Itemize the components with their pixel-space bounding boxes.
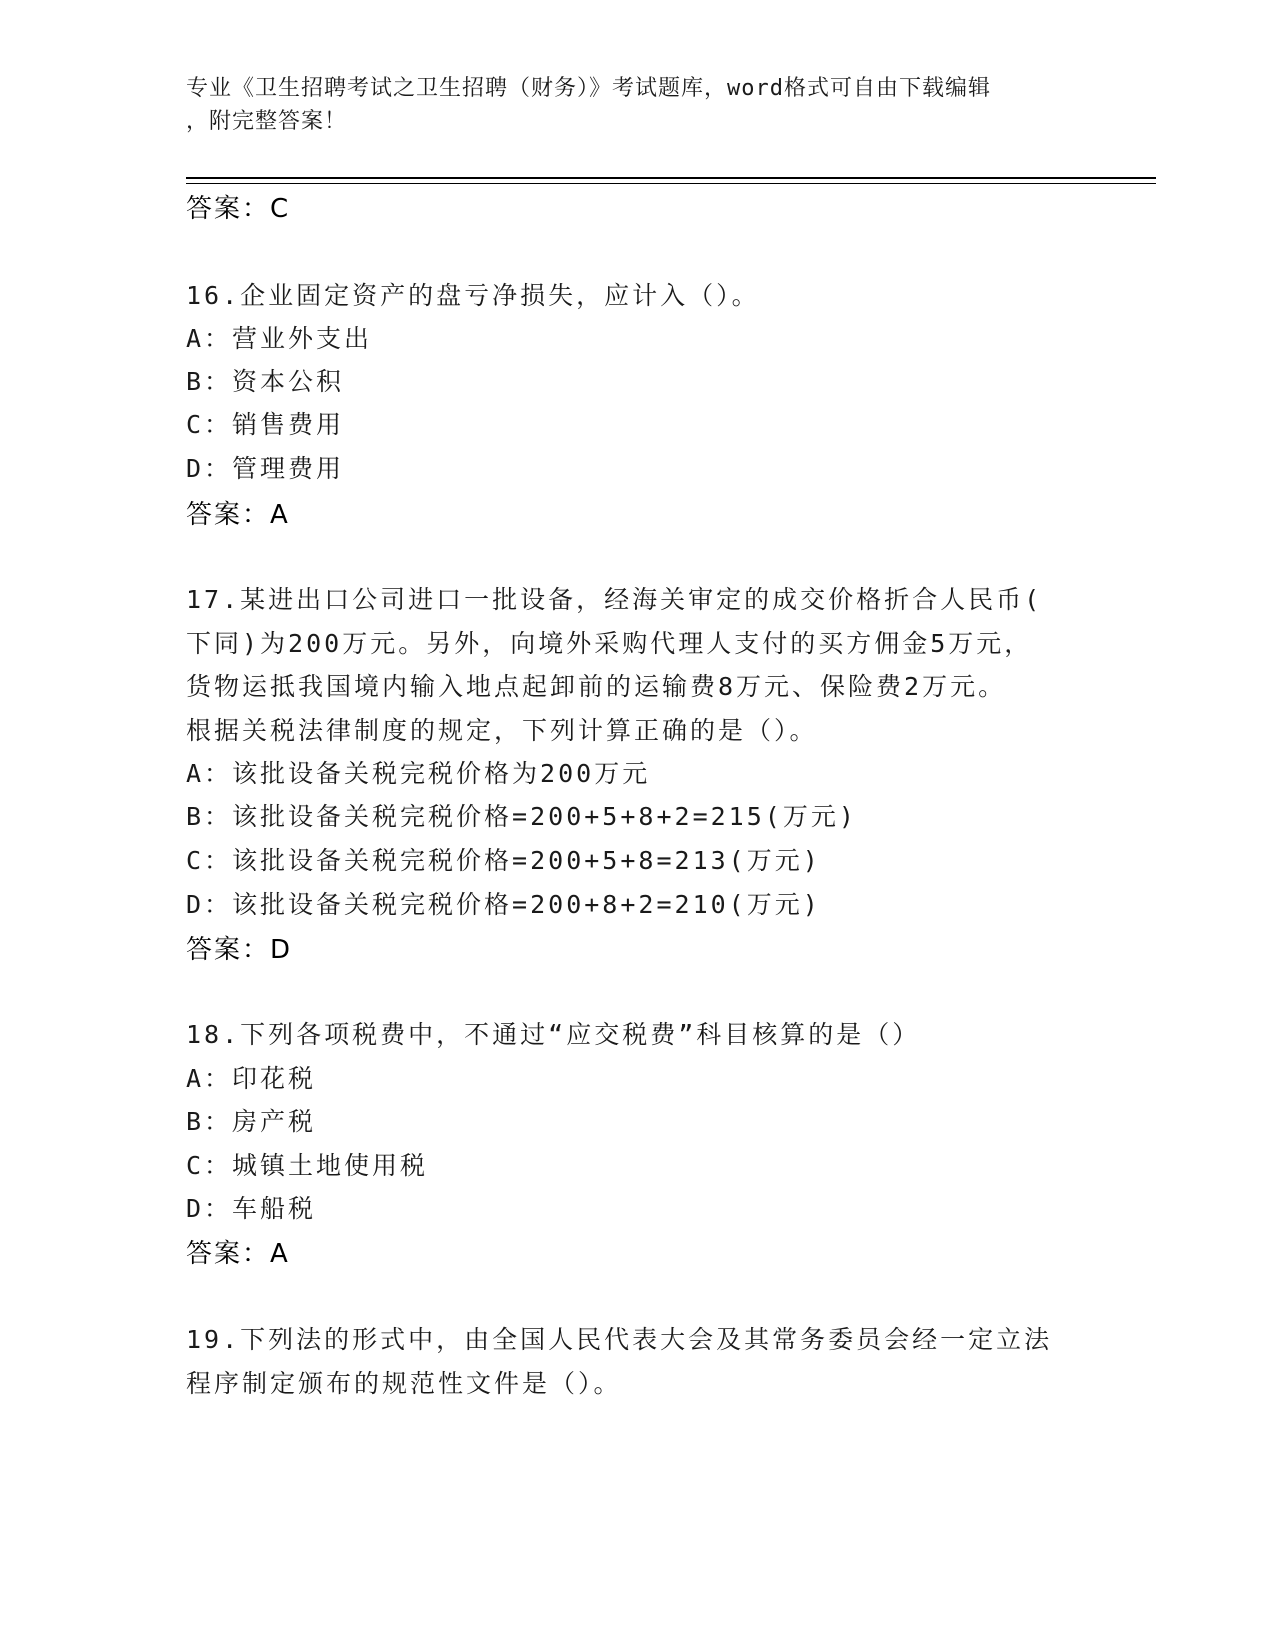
q16-option-a: A：营业外支出 <box>186 324 373 353</box>
q19-stem-line-1: 19.下列法的形式中，由全国人民代表大会及其常务委员会经一定立法 <box>186 1325 1053 1354</box>
q16-option-b: B：资本公积 <box>186 367 345 396</box>
q17-stem-line-3: 货物运抵我国境内输入地点起卸前的运输费8万元、保险费2万元。 <box>186 672 1007 701</box>
q18-answer: 答案：A <box>186 1239 290 1269</box>
q16-answer: 答案：A <box>186 500 290 530</box>
q17-stem-line-2: 下同)为200万元。另外，向境外采购代理人支付的买方佣金5万元， <box>186 629 1033 658</box>
document-header <box>186 72 1066 138</box>
header-line-2: ，附完整答案！ <box>186 109 348 134</box>
q17-stem-line-4: 根据关税法律制度的规定，下列计算正确的是（）。 <box>186 716 818 745</box>
q17-option-c: C：该批设备关税完税价格=200+5+8=213(万元) <box>186 846 821 875</box>
q16-option-d: D：管理费用 <box>186 454 345 483</box>
q18-stem: 18.下列各项税费中，不通过“应交税费”科目核算的是（） <box>186 1020 921 1049</box>
q18-option-b: B：房产税 <box>186 1107 317 1136</box>
header-divider-thick <box>186 177 1156 179</box>
q17-answer: 答案：D <box>186 935 293 965</box>
previous-answer: 答案：C <box>186 194 291 224</box>
header-line-1: 专业《卫生招聘考试之卫生招聘（财务）》考试题库，word格式可自由下载编辑 <box>186 76 991 101</box>
q18-option-a: A：印花税 <box>186 1064 317 1093</box>
q16-option-c: C：销售费用 <box>186 410 345 439</box>
q17-option-a: A：该批设备关税完税价格为200万元 <box>186 759 651 788</box>
q18-option-d: D：车船税 <box>186 1194 317 1223</box>
q17-option-d: D：该批设备关税完税价格=200+8+2=210(万元) <box>186 890 821 919</box>
header-divider-thin <box>186 183 1156 184</box>
q19-stem-line-2: 程序制定颁布的规范性文件是（）。 <box>186 1369 622 1398</box>
q17-option-b: B：该批设备关税完税价格=200+5+8+2=215(万元) <box>186 802 857 831</box>
q18-option-c: C：城镇土地使用税 <box>186 1151 429 1180</box>
q17-stem-line-1: 17.某进出口公司进口一批设备，经海关审定的成交价格折合人民币( <box>186 585 1043 614</box>
q16-stem: 16.企业固定资产的盘亏净损失，应计入（）。 <box>186 281 760 310</box>
